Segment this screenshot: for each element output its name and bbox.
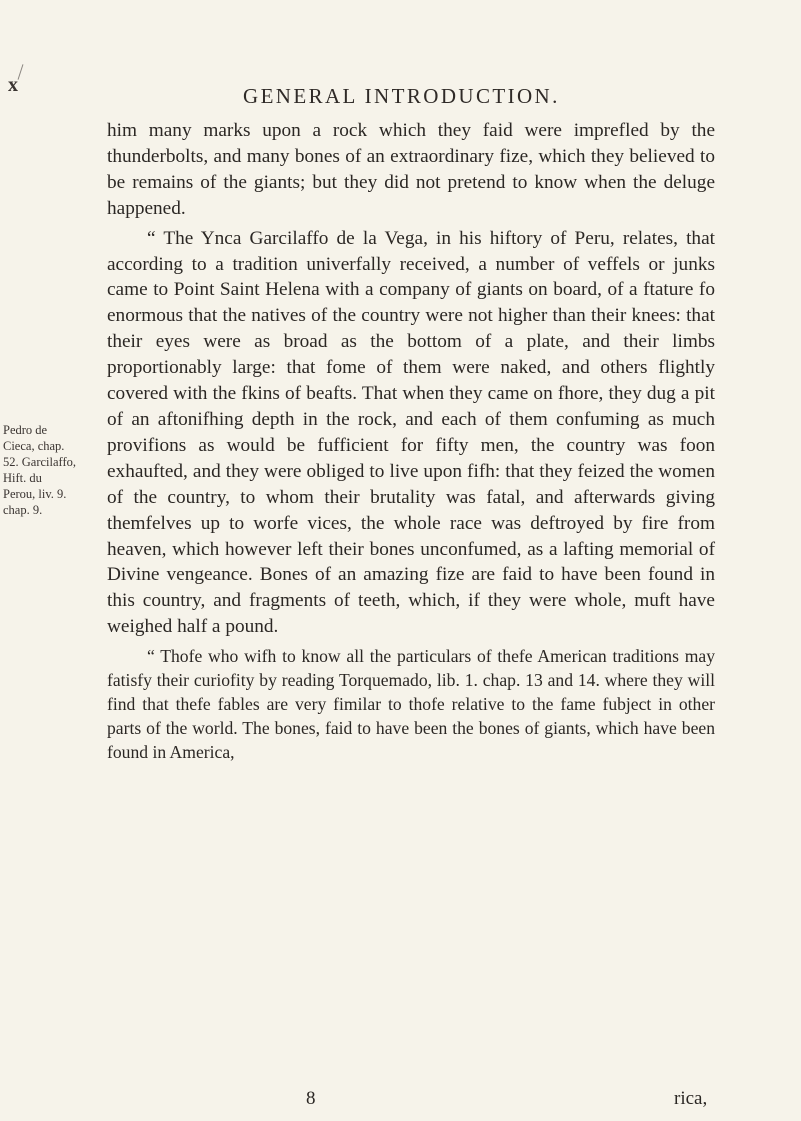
paragraph-1: him many marks upon a rock which they faid were imprefled by the thunderbolts, and many bones of an extraordinary fize, which they believed to be remains of the giants; but they did not pretend to know when the deluge happened. [107, 120, 715, 219]
margin-note: Pedro de Cieca, chap. 52. Garcilaffo, Hift. du Perou, liv. 9. chap. 9. [3, 423, 77, 517]
body-text [107, 118, 715, 764]
signature-mark: 8 [306, 1088, 316, 1109]
running-head: GENERAL INTRODUCTION. [243, 84, 560, 108]
paragraph-3: “ Thofe who wifh to know all the particulars of thefe American traditions may fatisfy their curiofity by reading Torquemado, lib. 1. chap. 13 and 14. where they will find that thefe fables are very fimilar to thofe relative to the fame fubject in other parts of the world. The bones, faid to have been the bones of giants, which have been found in America, [107, 646, 715, 763]
paragraph-2: “ The Ynca Garcilaffo de la Vega, in his hiftory of Peru, relates, that according to a tradition univerfally received, a number of veffels or junks came to Point Saint Helena with a company of giants on board, of a ftature fo enormous that the natives of the country were not higher than their knees: that their eyes were as broad as the bottom of a plate, and their limbs proportionably large: that fome of them were naked, and others flightly covered with the fkins of beafts. That when they came on fhore, they dug a pit of an aftonifhing depth in the rock, and each of them confuming as much provifions as would be fufficient for fifty men, the country was foon exhaufted, and they were obliged to live upon fifh: that they feized the women of the country, to whom their brutality was fatal, and afterwards giving themfelves up to worfe vices, the whole race was deftroyed by fire from heaven, which however left their bones unconfumed, as a lafting memorial of Divine vengeance. Bones of an amazing fize are faid to have been found in this country, and fragments of teeth, which, if they were whole, muft have weighed half a pound. [107, 227, 715, 638]
catchword: rica, [674, 1088, 708, 1109]
page-number: x [8, 74, 18, 96]
